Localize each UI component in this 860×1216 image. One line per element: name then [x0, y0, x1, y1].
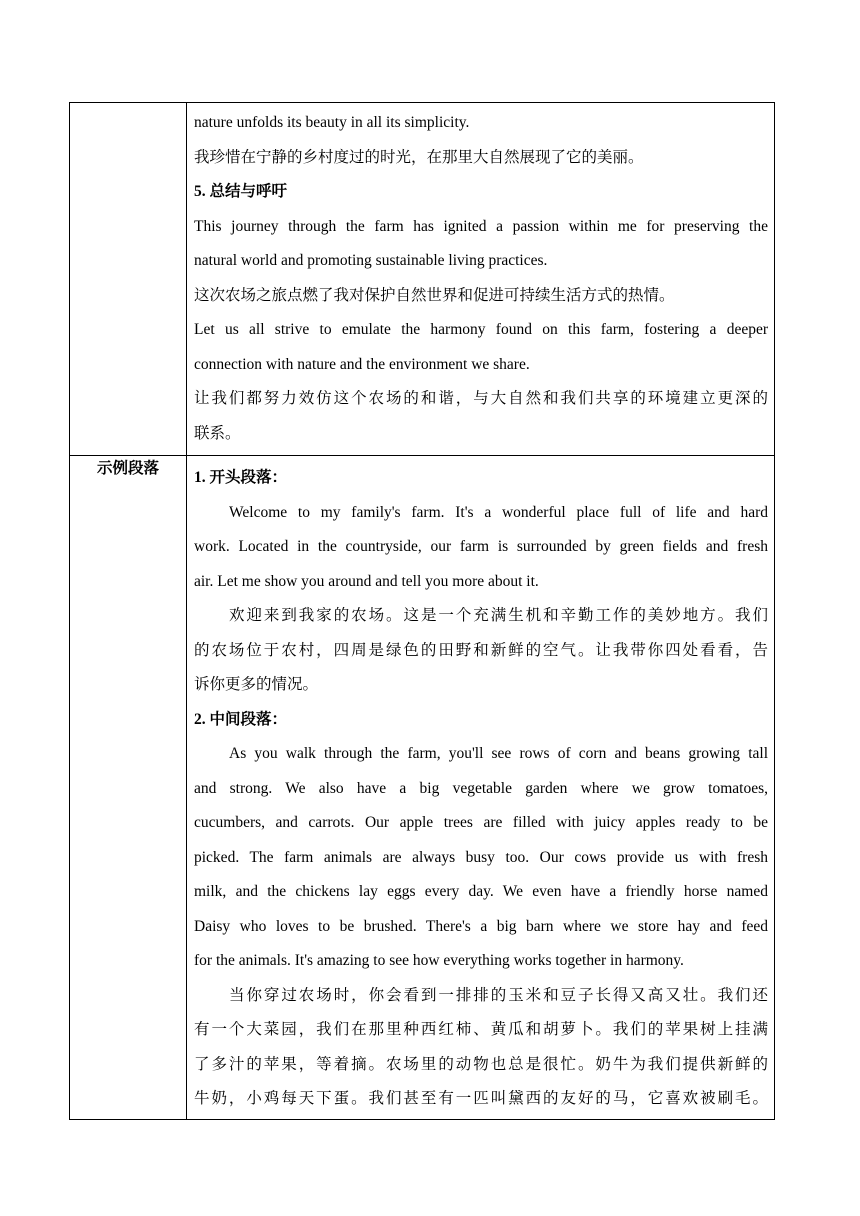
text-line: connection with nature and the environment we share.	[194, 355, 530, 373]
text-line: 了多汁的苹果，等着摘。农场里的动物也总是很忙。奶牛为我们提供新鲜的	[194, 1055, 768, 1073]
row-label-example: 示例段落	[70, 456, 187, 1120]
text-line: 当你穿过农场时，你会看到一排排的玉米和豆子长得又高又壮。我们还	[229, 986, 768, 1004]
text-line: 这次农场之旅点燃了我对保护自然世界和促进可持续生活方式的热情。	[194, 286, 675, 304]
text-line: milk, and the chickens lay eggs every day. We even have a friendly horse named	[194, 883, 768, 900]
text-line: 诉你更多的情况。	[194, 676, 319, 693]
text-line: for the animals. It's amazing to see how everything works together in harmony.	[194, 952, 684, 969]
text-line: As you walk through the farm, you'll see rows of corn and beans growing tall	[229, 745, 768, 762]
text-line: 联系。	[194, 424, 241, 442]
text-line: picked. The farm animals are always busy too. Our cows provide us with fresh	[194, 848, 768, 866]
document-table	[69, 102, 775, 1120]
text-line: nature unfolds its beauty in all its simplicity.	[194, 114, 470, 131]
table-row-continuation	[70, 103, 775, 456]
row-label-cell	[70, 103, 187, 456]
text-line: 我珍惜在宁静的乡村度过的时光，在那里大自然展现了它的美丽。	[194, 148, 644, 166]
text-line: 欢迎来到我家的农场。这是一个充满生机和辛勤工作的美妙地方。我们	[229, 607, 768, 624]
text-line: Let us all strive to emulate the harmony found on this farm, fostering a deeper	[194, 321, 768, 338]
text-line: 让我们都努力效仿这个农场的和谐，与大自然和我们共享的环境建立更深的	[194, 390, 768, 407]
row-content-cell	[187, 456, 775, 1120]
paragraph-block	[187, 103, 774, 455]
text-line: Welcome to my family's farm. It's a wonderful place full of life and hard	[229, 503, 768, 521]
text-line: and strong. We also have a big vegetable garden where we grow tomatoes,	[194, 779, 768, 797]
text-line: Daisy who loves to be brushed. There's a big barn where we store hay and feed	[194, 917, 768, 935]
text-line: air. Let me show you around and tell you more about it.	[194, 572, 539, 590]
text-line: 的农场位于农村，四周是绿色的田野和新鲜的空气。让我带你四处看看，告	[194, 641, 768, 659]
row-content-cell	[187, 103, 775, 456]
paragraph-block	[187, 456, 774, 1119]
section-heading: 5. 总结与呼吁	[194, 183, 288, 200]
text-line: 有一个大菜园，我们在那里种西红柿、黄瓜和胡萝卜。我们的苹果树上挂满	[194, 1021, 768, 1038]
table-row-example-paragraphs	[70, 456, 775, 1120]
text-line: work. Located in the countryside, our farm is surrounded by green fields and fresh	[194, 538, 768, 555]
text-line: cucumbers, and carrots. Our apple trees are filled with juicy apples ready to be	[194, 814, 768, 831]
section-heading: 2. 中间段落：	[194, 710, 288, 728]
text-line: 牛奶，小鸡每天下蛋。我们甚至有一匹叫黛西的友好的马，它喜欢被刷毛。	[194, 1090, 768, 1107]
section-heading: 1. 开头段落：	[194, 469, 288, 486]
text-line: natural world and promoting sustainable living practices.	[194, 252, 548, 269]
text-line: This journey through the farm has ignited a passion within me for preserving the	[194, 217, 768, 235]
